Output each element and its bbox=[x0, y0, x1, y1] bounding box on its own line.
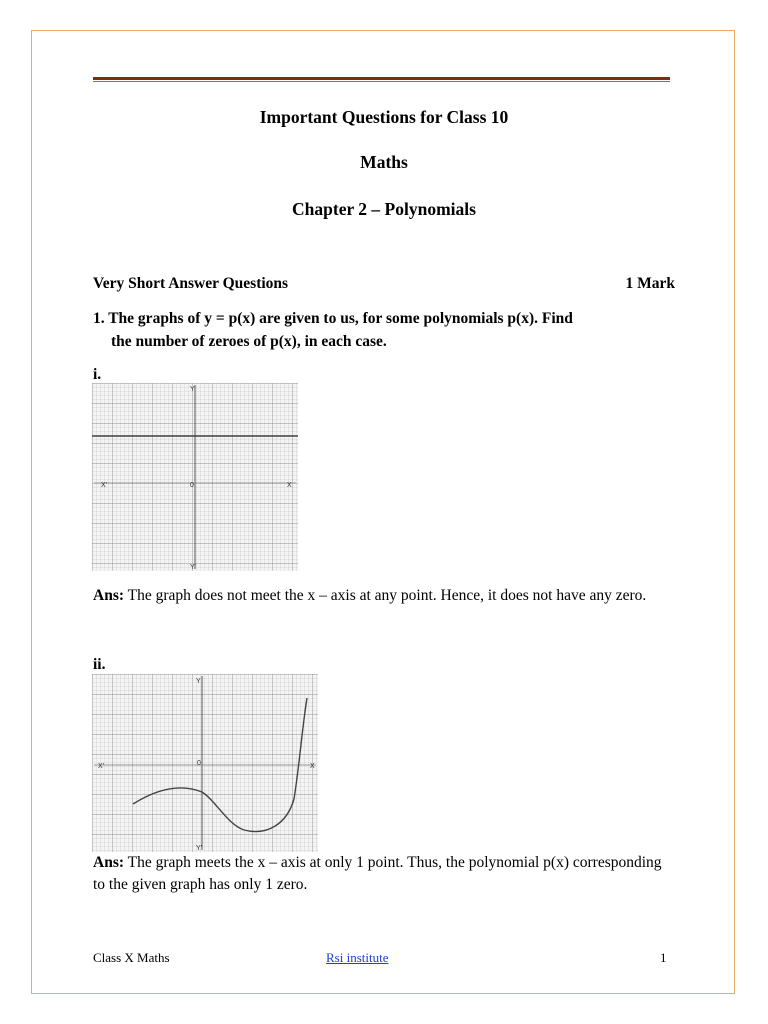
part-ii-label: ii. bbox=[93, 656, 106, 673]
doc-subject: Maths bbox=[360, 152, 408, 172]
graph-i-label-y: Y bbox=[190, 386, 195, 393]
doc-chapter: Chapter 2 – Polynomials bbox=[292, 199, 476, 219]
header-rule-thin bbox=[93, 81, 670, 82]
graph-i-label-x-prime: X' bbox=[101, 482, 108, 489]
answer-i-prefix: Ans: bbox=[93, 587, 125, 604]
graph-i-label-y-prime: Y' bbox=[190, 564, 197, 571]
answer-i-text: The graph does not meet the x – axis at any point. Hence, it does not have any zero. bbox=[124, 587, 647, 604]
section-heading-text: Very Short Answer Questions bbox=[93, 275, 289, 292]
graph-ii-label-x-prime: X' bbox=[98, 763, 105, 770]
section-marks: 1 Mark bbox=[625, 275, 675, 292]
header-rule-thick bbox=[93, 77, 670, 80]
answer-ii-text: The graph meets the x – axis at only 1 point. Thus, the polynomial p(x) corresponding to the given graph has only 1 zero. bbox=[93, 854, 662, 893]
footer-page-number: 1 bbox=[660, 950, 667, 965]
graph-i bbox=[92, 383, 298, 571]
graph-ii-label-y: Y bbox=[196, 678, 201, 685]
answer-i bbox=[93, 585, 675, 607]
answer-ii-prefix: Ans: bbox=[93, 854, 125, 871]
doc-title: Important Questions for Class 10 bbox=[259, 107, 509, 127]
part-i-label: i. bbox=[93, 366, 102, 383]
question-line-2: the number of zeroes of p(x), in each case. bbox=[111, 333, 387, 350]
graph-ii-label-origin: 0 bbox=[197, 760, 201, 767]
header-rule bbox=[93, 77, 670, 83]
graph-ii bbox=[92, 674, 318, 852]
graph-i-label-x: X bbox=[287, 482, 292, 489]
graph-ii-label-y-prime: Y' bbox=[196, 845, 203, 852]
section-heading bbox=[93, 275, 675, 293]
question-1 bbox=[93, 307, 675, 353]
footer-course: Class X Maths bbox=[93, 950, 170, 965]
footer-institute-link[interactable]: Rsi institute bbox=[326, 950, 389, 965]
graph-ii-label-x: X bbox=[310, 763, 315, 770]
answer-ii bbox=[93, 852, 675, 896]
graph-i-label-origin: 0 bbox=[190, 482, 194, 489]
question-line-1: 1. The graphs of y = p(x) are given to us, for some polynomials p(x). Find bbox=[93, 310, 573, 327]
